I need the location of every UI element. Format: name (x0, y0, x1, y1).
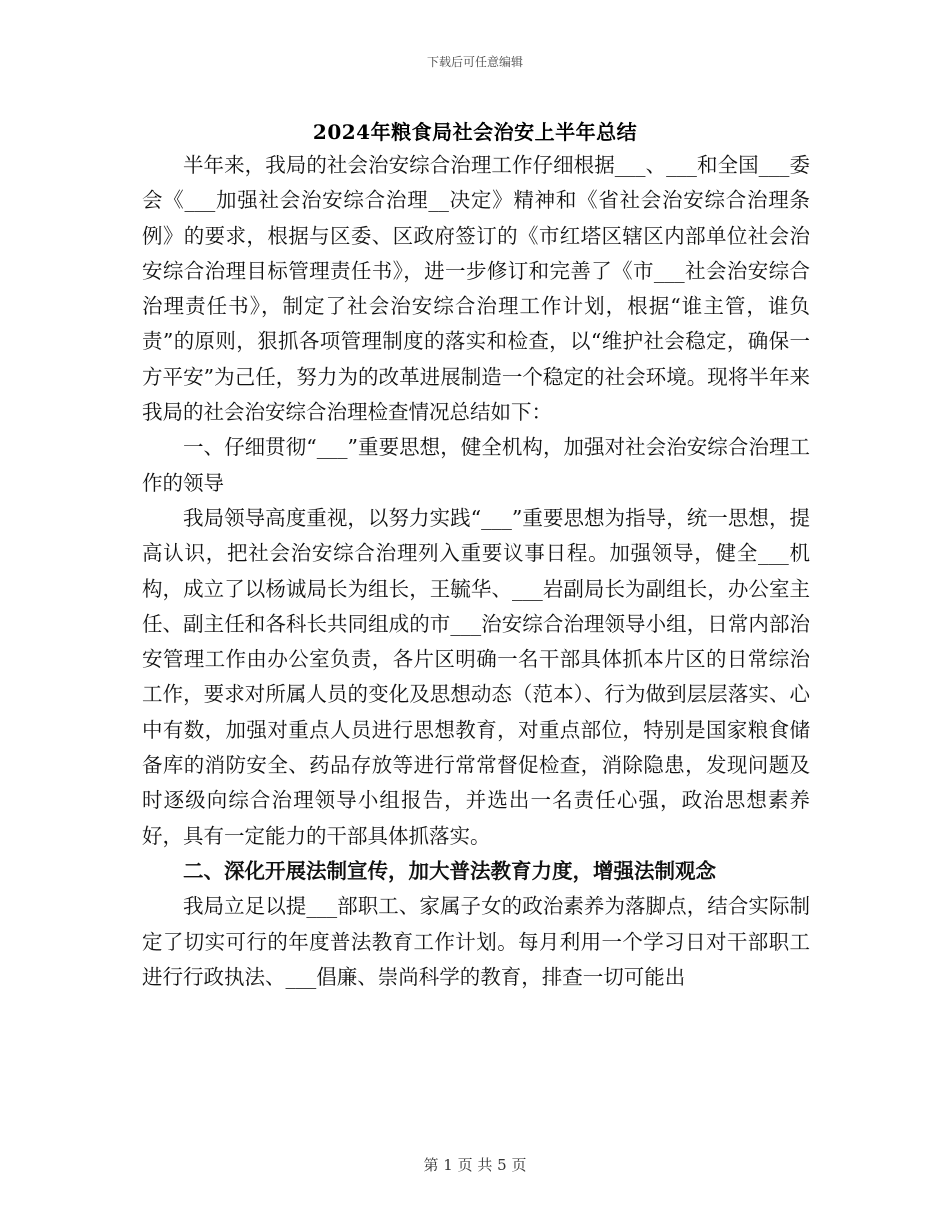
paragraph-intro: 半年来，我局的社会治安综合治理工作仔细根据___、___和全国___委会《___加强社会治安综合治理__决定》精神和《省社会治安综合治理条例》的要求，根据与区委、区政府签订的《市红塔区辖区内部单位社会治安综合治理目标管理责任书》，进一步修订和完善了《市___社会治安综合治理责任书》，制定了社会治安综合治理工作计划，根据“谁主管，谁负责”的原则，狠抓各项管理制度的落实和检查，以“维护社会稳定，确保一方平安”为己任，努力为的改革进展制造一个稳定的社会环境。现将半年来我局的社会治安综合治理检查情况总结如下： (142, 153, 810, 425)
header-note: 下载后可任意编辑 (426, 55, 523, 69)
document-body (142, 148, 810, 995)
paragraph-section-2: 我局立足以提___部职工、家属子女的政治素养为落脚点，结合实际制定了切实可行的年度普法教育工作计划。每月利用一个学习日对干部职工进行行政执法、___倡廉、崇尚科学的教育，排查一切可能出 (142, 894, 810, 989)
section-heading-1: 一、仔细贯彻“___”重要思想，健全机构，加强对社会治安综合治理工作的领导 (142, 435, 810, 495)
document-title: 2024年粮食局社会治安上半年总结 (312, 120, 638, 144)
paragraph-section-1: 我局领导高度重视，以努力实践“___”重要思想为指导，统一思想，提高认识，把社会治安综合治理列入重要议事日程。加强领导，健全___机构，成立了以杨诚局长为组长，王毓华、___岩副局长为副组长，办公室主任、副主任和各科长共同组成的市___治安综合治理领导小组，日常内部治安管理工作由办公室负责，各片区明确一名干部具体抓本片区的日常综治工作，要求对所属人员的变化及思想动态（范本）、行为做到层层落实、心中有数，加强对重点人员进行思想教育，对重点部位，特别是国家粮食储备库的消防安全、药品存放等进行常常督促检查，消除隐患，发现问题及时逐级向综合治理领导小组报告，并选出一名责任心强，政治思想素养好，具有一定能力的干部具体抓落实。 (142, 505, 810, 848)
page-footer: 第 1 页 共 5 页 (423, 1156, 527, 1174)
section-heading-2: 二、深化开展法制宣传，加大普法教育力度，增强法制观念 (183, 858, 716, 883)
